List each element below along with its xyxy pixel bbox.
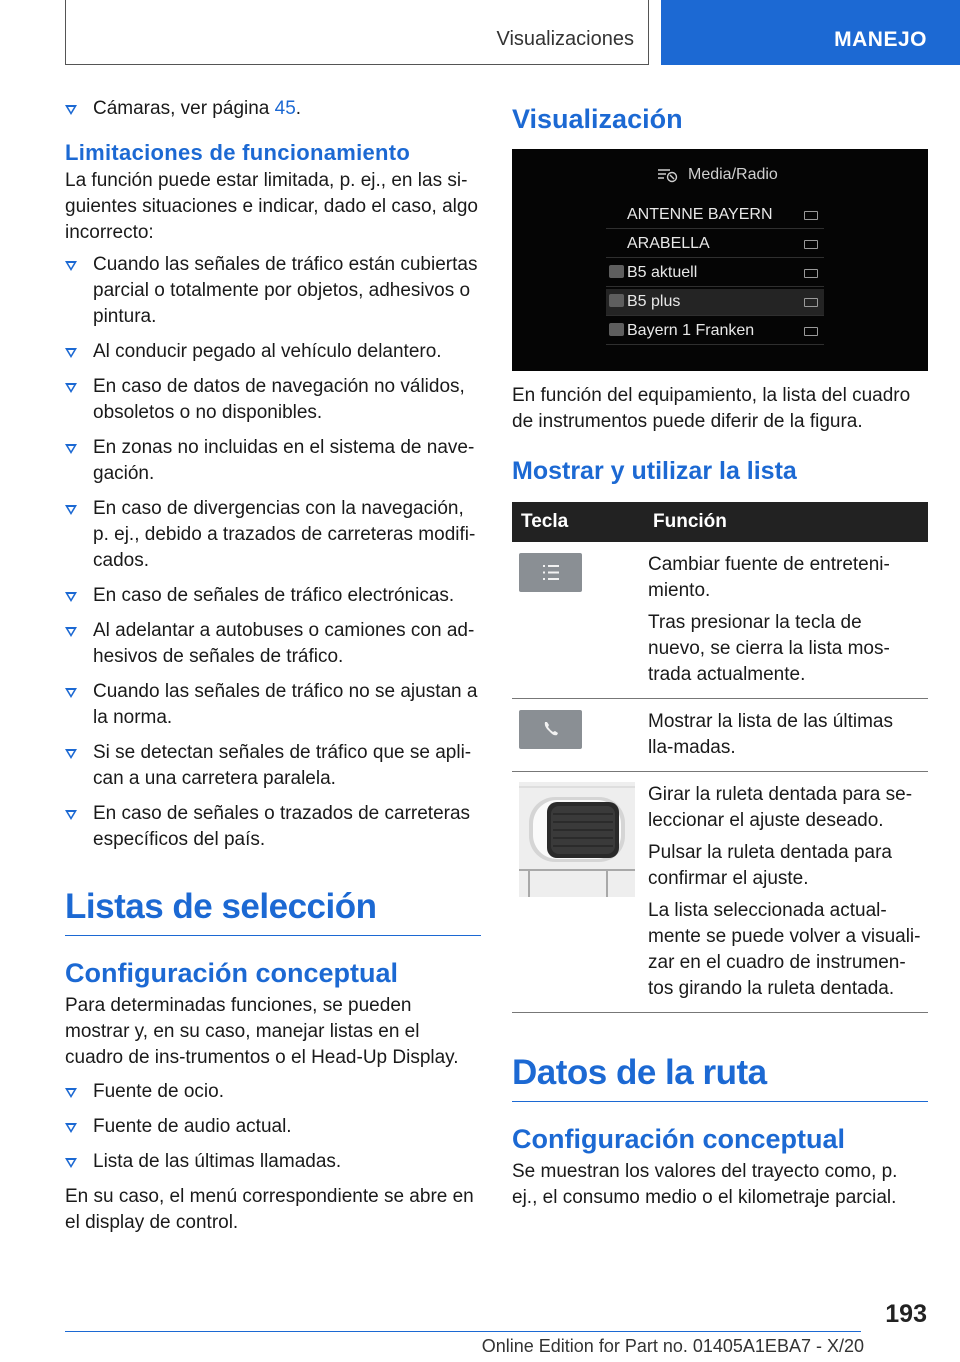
bullet-triangle-icon: [65, 348, 77, 358]
bullet-triangle-icon: [65, 105, 77, 115]
header-chapter-label: MANEJO: [834, 28, 927, 51]
list-item: Si se detectan señales de tráfico que se apli‐can a una carretera paralela.: [65, 740, 481, 792]
station-row: Bayern 1 Franken: [606, 318, 824, 345]
header-frame: [65, 0, 649, 65]
bullet-triangle-icon: [65, 505, 77, 515]
table-header: Tecla: [512, 502, 641, 542]
station-row: B5 aktuell: [606, 260, 824, 287]
list-item: En zonas no incluidas en el sistema de nave‐gación.: [65, 435, 481, 487]
dab-icon: [804, 269, 818, 278]
display-caption: En función del equipamiento, la lista del cuadro de instrumentos puede diferir de la figura.: [512, 385, 911, 432]
phone-button-icon: [519, 710, 582, 749]
list-item: En caso de señales o trazados de carreteras específicos del país.: [65, 801, 481, 853]
thumbwheel-icon: [519, 782, 635, 897]
table-row: Mostrar la lista de las últimas lla‐madas.: [512, 699, 928, 772]
bullet-triangle-icon: [65, 688, 77, 698]
bullet-triangle-icon: [65, 749, 77, 759]
station-row: ANTENNE BAYERN: [606, 202, 824, 229]
list-item: Lista de las últimas llamadas.: [65, 1149, 481, 1175]
bullet-triangle-icon: [65, 444, 77, 454]
table-header: Función: [641, 502, 928, 542]
use-list-heading: Mostrar y utilizar la lista: [512, 457, 797, 485]
header-chapter-tab: [661, 0, 960, 65]
dab-icon: [804, 240, 818, 249]
station-row: ARABELLA: [606, 231, 824, 258]
route-body: Se muestran los valores del trayecto como, p. ej., el consumo medio o el kilometraje parcial.: [512, 1161, 898, 1208]
media-radio-screenshot: [512, 149, 928, 371]
dab-icon: [804, 298, 818, 307]
selection-outro: En su caso, el menú correspondiente se abre en el display de control.: [65, 1186, 474, 1233]
bullet-triangle-icon: [65, 1158, 77, 1168]
intro-list: [65, 96, 481, 122]
left-column: [65, 96, 481, 1242]
table-row: Cambiar fuente de entreteni‐miento. Tras presionar la tecla de nuevo, se cierra la lista mos‐trada actualmente.: [512, 542, 928, 699]
dab-icon: [804, 327, 818, 336]
table-row: Girar la ruleta dentada para se‐leccionar el ajuste deseado. Pulsar la ruleta dentada para confirmar el ajuste. La lista seleccionada actual‐mente se puede volver a visuali‐zar en el cuadro de instrumen‐tos girando la ruleta dentada.: [512, 772, 928, 1013]
list-item: Cámaras, ver página 45.: [65, 96, 481, 122]
page-link[interactable]: 45: [274, 98, 296, 119]
limitations-body: La función puede estar limitada, p. ej., en las si‐guientes situaciones e indicar, dado el caso, algo incorrecto:: [65, 170, 478, 243]
right-column: [512, 96, 928, 1217]
selection-body: Para determinadas funciones, se pueden mostrar y, en su caso, manejar listas en el cuadro de ins‐trumentos o el Head-Up Display.: [65, 995, 459, 1068]
selection-lists-heading: Listas de selección: [65, 887, 481, 936]
route-data-heading: Datos de la ruta: [512, 1053, 928, 1102]
bullet-triangle-icon: [65, 810, 77, 820]
station-logo-icon: [609, 265, 624, 278]
list-item: En caso de datos de navegación no válidos, obsoletos o no disponibles.: [65, 374, 481, 426]
list-item: Cuando las señales de tráfico no se ajustan a la norma.: [65, 679, 481, 731]
list-item: En caso de divergencias con la navegación, p. ej., debido a trazados de carreteras modifi‐cados.: [65, 496, 481, 574]
list-item: Cuando las señales de tráfico están cubiertas parcial o totalmente por objetos, adhesivos o pintura.: [65, 252, 481, 330]
bullet-triangle-icon: [65, 627, 77, 637]
station-row: B5 plus: [606, 289, 824, 316]
list-button-icon: [519, 553, 582, 592]
station-logo-icon: [609, 323, 624, 336]
selection-concept-heading: Configuración conceptual: [65, 958, 399, 988]
dab-icon: [804, 211, 818, 220]
route-concept-heading: Configuración conceptual: [512, 1124, 846, 1154]
bullet-triangle-icon: [65, 1123, 77, 1133]
media-radio-icon: [656, 165, 678, 183]
list-item: Fuente de audio actual.: [65, 1114, 481, 1140]
page-number: 193: [885, 1300, 927, 1328]
bullet-triangle-icon: [65, 592, 77, 602]
list-item: Al adelantar a autobuses o camiones con ad‐hesivos de señales de tráfico.: [65, 618, 481, 670]
footer-divider: [65, 1331, 861, 1332]
list-item: Fuente de ocio.: [65, 1079, 481, 1105]
station-logo-icon: [609, 294, 624, 307]
header-section-title: Visualizaciones: [496, 28, 634, 50]
list-item: Al conducir pegado al vehículo delantero.: [65, 339, 481, 365]
selection-list: [65, 1079, 481, 1175]
key-function-table: [512, 502, 928, 1013]
footer-edition: Online Edition for Part no. 01405A1EBA7 - X/20: [481, 1336, 864, 1356]
limitations-heading: Limitaciones de funcionamiento: [65, 140, 411, 165]
limitations-list: [65, 252, 481, 853]
display-heading: Visualización: [512, 104, 683, 134]
bullet-triangle-icon: [65, 383, 77, 393]
screen-header: Media/Radio: [688, 166, 778, 183]
bullet-triangle-icon: [65, 261, 77, 271]
bullet-triangle-icon: [65, 1088, 77, 1098]
list-item: En caso de señales de tráfico electrónicas.: [65, 583, 481, 609]
